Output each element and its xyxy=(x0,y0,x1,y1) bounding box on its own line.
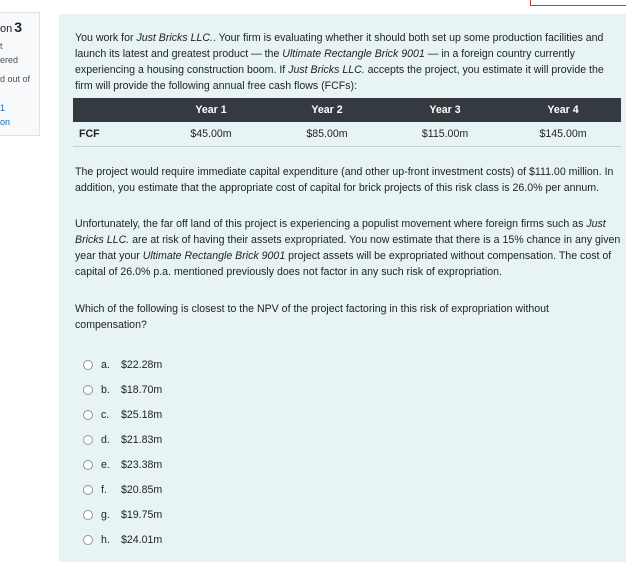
answer-letter: h. xyxy=(101,533,110,546)
radio-button[interactable] xyxy=(83,535,93,545)
question-paragraph-3: Unfortunately, the far off land of this project is experiencing a populist movement where foreign firms such as Just Bricks LLC. are at risk of having their assets expropriated. You now estimate that there is a 15% chance in any given year that your Ultimate Rectangle Brick 9001 project assets will be expropriated without compensation. The cost of capital of 26.0% p.a. mentioned previously does not factor in any such risk of expropriation. xyxy=(75,218,621,278)
answer-option-e[interactable] xyxy=(83,452,162,477)
answer-option-d[interactable] xyxy=(83,427,162,452)
radio-button[interactable] xyxy=(83,410,93,420)
status-line: t xyxy=(0,41,3,51)
product-name: Ultimate Rectangle Brick 9001 xyxy=(282,48,425,60)
fcf-table xyxy=(73,98,621,147)
answer-letter: c. xyxy=(101,408,110,421)
fcf-row-label: FCF xyxy=(73,122,153,147)
question-paragraph-2: The project would require immediate capital expenditure (and other up-front investment costs) of $111.00 million. In addition, you estimate that the appropriate cost of capital for brick projects of this risk class is 26.0% per annum. xyxy=(75,166,614,194)
question-prompt: Which of the following is closest to the NPV of the project factoring in this risk of expropriation without compensation? xyxy=(75,303,550,331)
fcf-header-cell: Year 3 xyxy=(385,98,505,122)
fcf-value-cell: $145.00m xyxy=(505,122,621,147)
answer-text: $20.85m xyxy=(121,483,163,496)
fcf-header-cell: Year 4 xyxy=(505,98,621,122)
fcf-header-cell: Year 2 xyxy=(269,98,385,122)
answer-option-h[interactable] xyxy=(83,527,162,552)
answer-text: $19.75m xyxy=(121,508,163,521)
fcf-table-header-row xyxy=(73,98,621,122)
radio-button[interactable] xyxy=(83,460,93,470)
fcf-header-cell: Year 1 xyxy=(153,98,269,122)
flag-question-link[interactable]: on xyxy=(0,117,11,127)
product-name: Ultimate Rectangle Brick 9001 xyxy=(142,250,286,262)
answer-option-b[interactable] xyxy=(83,377,162,402)
company-name: Just Bricks LLC. xyxy=(75,218,606,246)
question-number-value: 3 xyxy=(14,19,23,35)
radio-button[interactable] xyxy=(83,510,93,520)
answer-text: $24.01m xyxy=(121,533,163,546)
answer-letter: g. xyxy=(101,508,110,521)
radio-button[interactable] xyxy=(83,435,93,445)
answer-option-c[interactable] xyxy=(83,402,162,427)
radio-button[interactable] xyxy=(83,485,93,495)
fcf-table-row xyxy=(73,122,621,147)
answer-text: $23.38m xyxy=(121,458,163,471)
answer-letter: a. xyxy=(101,358,110,371)
fcf-value-cell: $45.00m xyxy=(153,122,269,147)
answer-option-f[interactable] xyxy=(83,477,162,502)
flag-link[interactable]: 1 xyxy=(0,103,6,113)
question-formulation xyxy=(59,14,626,562)
question-number xyxy=(0,19,22,35)
fcf-value-cell: $115.00m xyxy=(385,122,505,147)
answer-text: $18.70m xyxy=(121,383,163,396)
company-name: Just Bricks LLC. xyxy=(288,64,365,76)
top-right-box xyxy=(530,0,626,6)
answer-text: $21.83m xyxy=(121,433,163,446)
answer-letter: f. xyxy=(101,483,107,496)
radio-button[interactable] xyxy=(83,360,93,370)
status-line: ered xyxy=(0,55,19,65)
fcf-value-cell: $85.00m xyxy=(269,122,385,147)
answer-option-a[interactable] xyxy=(83,352,162,377)
company-name: Just Bricks LLC. xyxy=(136,32,213,44)
fcf-header-cell xyxy=(73,98,153,122)
answer-letter: b. xyxy=(101,383,110,396)
marks-line: d out of xyxy=(0,74,31,84)
answer-options xyxy=(83,352,162,552)
answer-option-g[interactable] xyxy=(83,502,162,527)
question-info-panel xyxy=(0,12,40,136)
answer-text: $22.28m xyxy=(121,358,163,371)
question-label: on xyxy=(0,23,13,35)
answer-letter: d. xyxy=(101,433,110,446)
question-paragraph-1: You work for Just Bricks LLC.. Your firm is evaluating whether it should both set up some production facilities and launch its latest and greatest product — the Ultimate Rectangle Brick 9001 — in a foreign country currently experiencing a housing construction boom. If Just Bricks LLC. accepts the project, you estimate it will provide the firm will provide the following annual free cash flows (FCFs): xyxy=(75,32,604,92)
answer-text: $25.18m xyxy=(121,408,163,421)
radio-button[interactable] xyxy=(83,385,93,395)
answer-letter: e. xyxy=(101,458,110,471)
